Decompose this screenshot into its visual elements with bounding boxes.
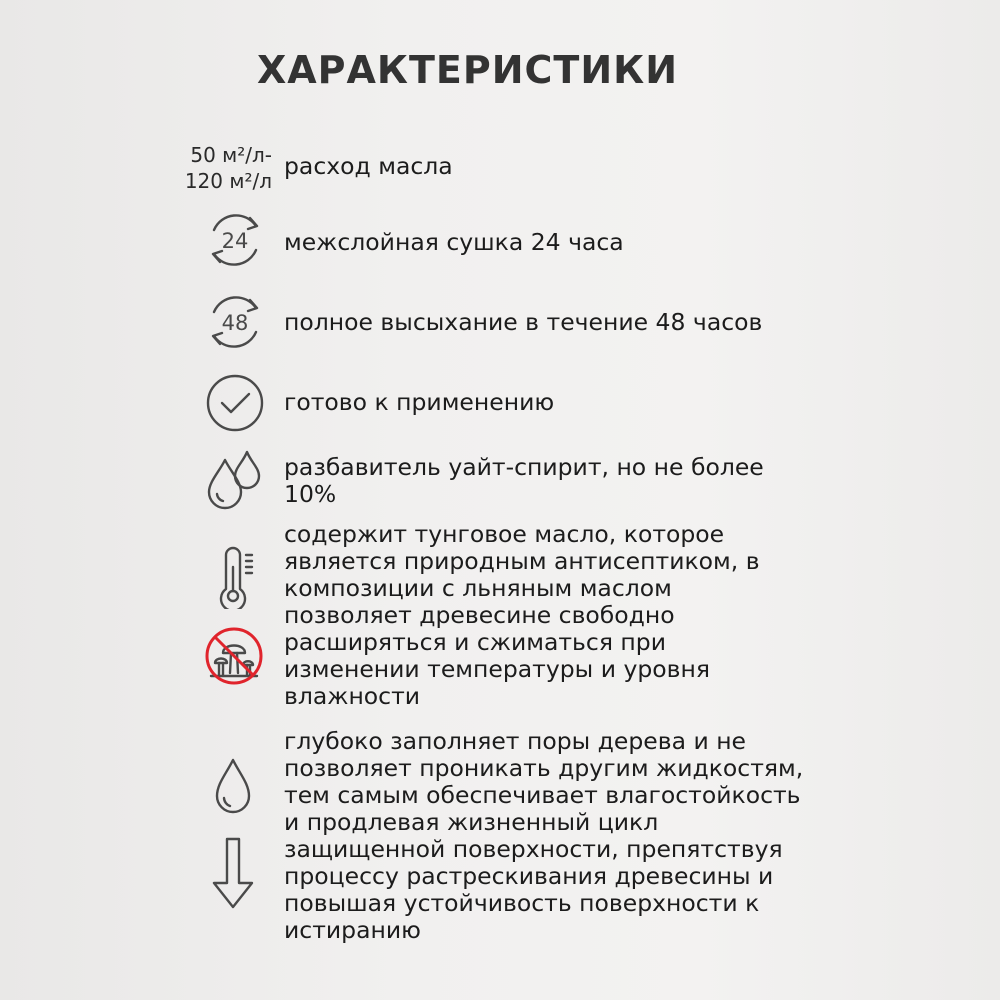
cycle-24-number: 24	[221, 229, 249, 253]
consumption-rate-label	[185, 142, 272, 194]
spec-text: межслойная сушка 24 часа	[284, 228, 624, 256]
rate-line-1: 50 м²/л-	[190, 143, 272, 167]
thermometer-icon	[210, 545, 256, 609]
no-fungus-icon	[203, 625, 265, 687]
spec-text: содержит тунговое масло, которое является природным антисептиком, в композиции с льняным маслом позволяет древесине свободно расширяться и сжиматься при изменении температуры и уровня влажности	[284, 520, 760, 710]
spec-text: глубоко заполняет поры дерева и не позволяет проникать другим жидкостям, тем самым обеспечивает влагостойкость и продлевая жизненный цикл защищенной поверхности, препятствуя процессу растрескивания древесины и повышая устойчивость поверхности к истиранию	[284, 727, 804, 944]
double-drop-icon	[203, 448, 269, 510]
drop-icon	[212, 756, 254, 818]
rate-line-2: 120 м²/л	[184, 169, 272, 193]
page-title: ХАРАКТЕРИСТИКИ	[256, 48, 679, 92]
cycle-48-icon	[200, 290, 270, 354]
check-circle-icon	[204, 372, 266, 434]
arrow-down-icon	[208, 835, 258, 913]
spec-text: расход масла	[284, 152, 453, 180]
spec-text: готово к применению	[284, 388, 555, 416]
spec-text: полное высыхание в течение 48 часов	[284, 308, 763, 336]
spec-text: разбавитель уайт-спирит, но не более 10%	[284, 453, 764, 508]
cycle-24-icon	[200, 208, 270, 272]
cycle-48-number: 48	[221, 311, 249, 335]
